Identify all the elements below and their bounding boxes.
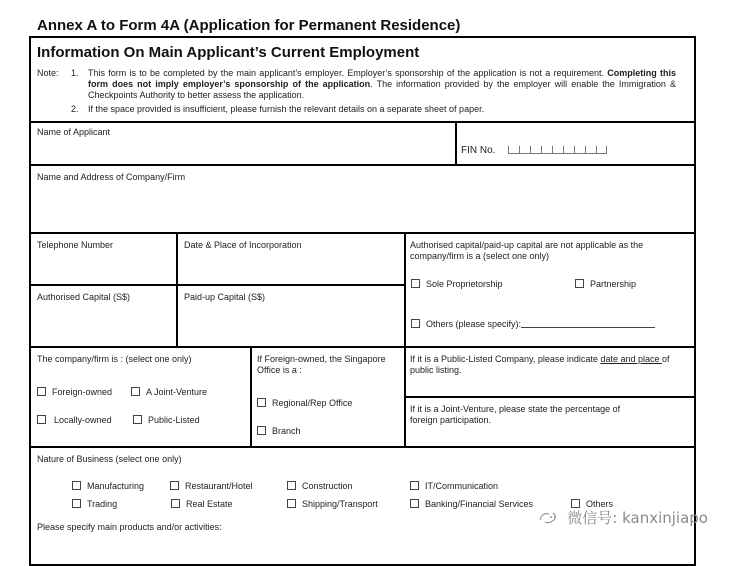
option-branch[interactable] — [257, 426, 301, 436]
note-1-text — [88, 68, 676, 101]
divider — [250, 346, 252, 447]
option-restaurant-hotel[interactable] — [170, 481, 253, 491]
option-trading[interactable] — [72, 499, 117, 509]
checkbox-icon[interactable] — [170, 481, 179, 490]
option-label: Restaurant/Hotel — [185, 481, 253, 491]
joint-venture-label: If it is a Joint-Venture, please state the percentage of foreign participation. — [410, 404, 621, 425]
checkbox-icon[interactable] — [257, 426, 266, 435]
company-name-address-field[interactable] — [31, 185, 694, 231]
checkbox-icon[interactable] — [133, 415, 142, 424]
nature-of-business-label: Nature of Business (select one only) — [37, 454, 182, 464]
fin-box[interactable] — [541, 146, 552, 154]
note-1-text-bold: Completing this form does not imply employer’s sponsorship of the application — [88, 68, 676, 89]
paidup-capital-label: Paid-up Capital (S$) — [184, 292, 266, 302]
option-manufacturing[interactable] — [72, 481, 144, 491]
others-specify-field[interactable] — [521, 318, 655, 328]
option-label: Banking/Financial Services — [425, 499, 534, 509]
name-of-applicant-field[interactable] — [31, 139, 453, 163]
option-it-communication[interactable] — [410, 481, 498, 491]
option-label: Locally-owned — [54, 415, 112, 425]
specify-activities-field[interactable] — [31, 535, 694, 552]
incorporation-field[interactable] — [179, 253, 403, 283]
fin-box[interactable] — [530, 146, 541, 154]
option-label: Regional/Rep Office — [272, 398, 353, 408]
annex-title: Annex A to Form 4A (Application for Permanent Residence) — [37, 17, 461, 34]
option-partnership[interactable] — [575, 279, 636, 289]
checkbox-icon[interactable] — [131, 387, 140, 396]
authorised-capital-field[interactable] — [31, 305, 175, 345]
watermark — [537, 507, 708, 528]
option-sole-proprietorship[interactable] — [411, 279, 503, 289]
fin-box[interactable] — [552, 146, 563, 154]
public-listed-underlined: date and place — [600, 354, 662, 364]
joint-venture-field[interactable] — [406, 428, 694, 445]
option-public-listed[interactable] — [133, 415, 200, 425]
option-label: Trading — [87, 499, 118, 509]
telephone-field[interactable] — [31, 253, 175, 283]
note-1-text-a: This form is to be completed by the main applicant’s employer. Employer’s sponsorship of the application is not a requirement. — [88, 68, 604, 78]
divider — [404, 396, 696, 398]
checkbox-icon[interactable] — [411, 319, 420, 328]
company-type-label: The company/firm is : (select one only) — [37, 354, 192, 364]
checkbox-icon[interactable] — [37, 415, 46, 424]
authorised-capital-label: Authorised Capital (S$) — [37, 292, 131, 302]
divider — [29, 346, 696, 348]
note-label: Note: — [37, 68, 59, 78]
specify-activities-label: Please specify main products and/or activities: — [37, 522, 222, 532]
checkbox-icon[interactable] — [410, 481, 419, 490]
fin-box[interactable] — [508, 146, 519, 154]
note-2-num: 2. — [71, 104, 79, 114]
divider — [455, 121, 457, 165]
option-locally-owned[interactable] — [37, 415, 112, 425]
option-label: Branch — [272, 426, 301, 436]
divider — [176, 232, 178, 347]
option-joint-venture[interactable] — [131, 387, 207, 397]
option-regional-rep-office[interactable] — [257, 398, 352, 408]
fin-box[interactable] — [563, 146, 574, 154]
option-banking-financial[interactable] — [410, 499, 533, 509]
incorporation-label: Date & Place of Incorporation — [184, 240, 302, 250]
public-listed-text-end: of public listing. — [410, 354, 670, 375]
divider — [404, 232, 406, 447]
option-label: Shipping/Transport — [302, 499, 378, 509]
fin-label: FIN No. — [461, 145, 496, 156]
note-1-num: 1. — [71, 68, 79, 78]
checkbox-icon[interactable] — [411, 279, 420, 288]
note-1-text-b: . The information provided by the employer will enable the Immigration & Checkpoints Authority to better assess the application. — [88, 79, 676, 100]
singapore-office-label: If Foreign-owned, the Singapore Office is a : — [257, 354, 386, 375]
option-label: Public-Listed — [148, 415, 200, 425]
public-listed-label — [410, 354, 692, 376]
option-label: Foreign-owned — [52, 387, 113, 397]
divider — [29, 232, 696, 234]
option-capital-others[interactable] — [411, 318, 655, 329]
option-foreign-owned[interactable] — [37, 387, 112, 397]
divider — [29, 284, 405, 286]
option-label: Others (please specify): — [426, 319, 522, 329]
company-name-address-label: Name and Address of Company/Firm — [37, 172, 186, 182]
checkbox-icon[interactable] — [410, 499, 419, 508]
option-shipping-transport[interactable] — [287, 499, 378, 509]
option-label: Sole Proprietorship — [426, 279, 503, 289]
checkbox-icon[interactable] — [287, 481, 296, 490]
option-real-estate[interactable] — [171, 499, 233, 509]
form-heading: Information On Main Applicant’s Current Employment — [37, 44, 420, 61]
wechat-icon — [537, 508, 563, 526]
option-label: A Joint-Venture — [146, 387, 208, 397]
fin-box[interactable] — [519, 146, 530, 154]
fin-input[interactable] — [508, 146, 607, 157]
public-listed-text: If it is a Public-Listed Company, please indicate — [410, 354, 601, 364]
option-label: Manufacturing — [87, 481, 145, 491]
checkbox-icon[interactable] — [37, 387, 46, 396]
note-2-text: If the space provided is insufficient, please furnish the relevant details on a separate sheet of paper. — [88, 104, 485, 114]
name-of-applicant-label: Name of Applicant — [37, 127, 111, 137]
option-label: Others — [586, 499, 614, 509]
checkbox-icon[interactable] — [287, 499, 296, 508]
capital-na-label: Authorised capital/paid-up capital are not applicable as the company/firm is a (select one only) — [410, 240, 644, 261]
option-label: IT/Communication — [425, 481, 499, 491]
paidup-capital-field[interactable] — [179, 305, 403, 345]
fin-box[interactable] — [574, 146, 585, 154]
option-label: Partnership — [590, 279, 637, 289]
divider — [29, 164, 696, 166]
fin-box[interactable] — [585, 146, 596, 154]
checkbox-icon[interactable] — [257, 398, 266, 407]
watermark-text: 微信号: kanxinjiapo — [567, 509, 708, 527]
fin-box[interactable] — [596, 146, 607, 154]
checkbox-icon[interactable] — [72, 499, 81, 508]
divider — [29, 121, 696, 123]
option-label: Real Estate — [186, 499, 233, 509]
option-label: Construction — [302, 481, 353, 491]
checkbox-icon[interactable] — [72, 481, 81, 490]
checkbox-icon[interactable] — [171, 499, 180, 508]
checkbox-icon[interactable] — [575, 279, 584, 288]
option-construction[interactable] — [287, 481, 353, 491]
telephone-label: Telephone Number — [37, 240, 114, 250]
divider — [29, 446, 696, 448]
public-listed-field[interactable] — [406, 378, 694, 395]
